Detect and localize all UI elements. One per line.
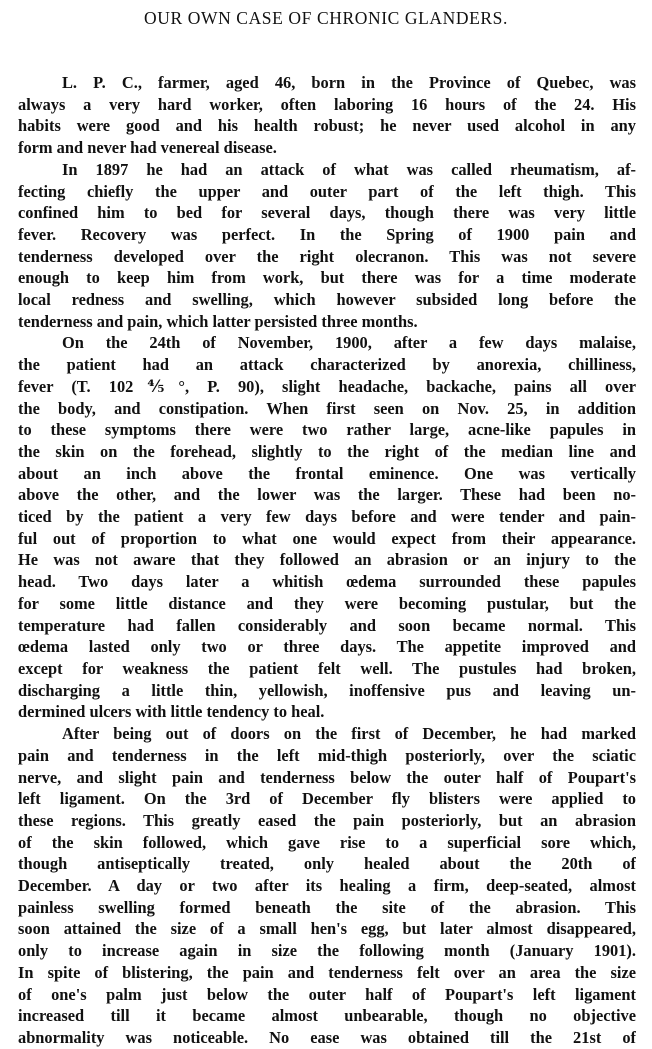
article-body	[18, 72, 636, 1049]
text-line: of one's palm just below the outer half of Poupart's left ligament	[18, 984, 636, 1004]
text-line: ful out of proportion to what one would expect from their appearance.	[18, 528, 636, 548]
text-line: In 1897 he had an attack of what was called rheumatism, af-	[62, 159, 636, 179]
text-line: soon attained the size of a small hen's egg, but later almost disappeared,	[18, 919, 636, 939]
text-line: enough to keep him from work, but there was for a time moderate	[18, 268, 636, 288]
text-line: of the skin followed, which gave rise to a superficial sore which,	[18, 832, 636, 852]
text-line: temperature had fallen considerably and soon became normal. This	[18, 615, 636, 635]
text-line: head. Two days later a whitish œdema surrounded these papules	[18, 572, 636, 592]
text-line: the skin on the forehead, slightly to the right of the median line and	[18, 441, 636, 461]
text-line: increased till it became almost unbearable, though no objective	[18, 1006, 636, 1026]
text-line: tenderness and pain, which latter persisted three months.	[18, 311, 418, 331]
text-line: fever (T. 102⅘°, P. 90), slight headache, backache, pains all over	[18, 376, 636, 396]
text-line: dermined ulcers with little tendency to heal.	[18, 702, 325, 722]
paragraph	[18, 159, 636, 333]
text-line: to these symptoms there were two rather large, acne-like papules in	[18, 420, 636, 440]
text-line: pain and tenderness in the left mid-thigh posteriorly, over the sciatic	[18, 745, 636, 765]
text-line: left ligament. On the 3rd of December fly blisters were applied to	[18, 789, 636, 809]
text-line: On the 24th of November, 1900, after a few days malaise,	[62, 333, 636, 353]
text-line: fever. Recovery was perfect. In the Spring of 1900 pain and	[18, 224, 636, 244]
page-title: OUR OWN CASE OF CHRONIC GLANDERS.	[144, 8, 508, 28]
text-line: tenderness developed over the right olecranon. This was not severe	[18, 246, 636, 266]
text-line: only to increase again in size the following month (January 1901).	[18, 941, 636, 961]
text-line: always a very hard worker, often laboring 16 hours of the 24. His	[18, 94, 636, 114]
text-line: though antiseptically treated, only healed about the 20th of	[18, 854, 636, 874]
text-line: the body, and constipation. When first seen on Nov. 25, in addition	[18, 398, 636, 418]
text-line: confined him to bed for several days, though there was very little	[18, 203, 636, 223]
text-line: above the other, and the lower was the larger. These had been no-	[18, 485, 636, 505]
text-line: In spite of blistering, the pain and tenderness felt over an area the size	[18, 962, 636, 982]
paragraph	[18, 72, 636, 159]
text-line: these regions. This greatly eased the pain posteriorly, but an abrasion	[18, 810, 636, 830]
text-line: discharging a little thin, yellowish, inoffensive pus and leaving un-	[18, 680, 636, 700]
text-line: fecting chiefly the upper and outer part of the left thigh. This	[18, 181, 636, 201]
text-line: except for weakness the patient felt well. The pustules had broken,	[18, 658, 636, 678]
text-line: He was not aware that they followed an abrasion or an injury to the	[18, 550, 636, 570]
text-line: After being out of doors on the first of December, he had marked	[62, 724, 636, 744]
text-line: abnormality was noticeable. No ease was obtained till the 21st of	[18, 1027, 636, 1047]
text-line: L. P. C., farmer, aged 46, born in the Province of Quebec, was	[62, 73, 636, 92]
text-line: ticed by the patient a very few days before and were tender and pain-	[18, 507, 636, 527]
text-line: habits were good and his health robust; he never used alcohol in any	[18, 116, 636, 136]
text-line: nerve, and slight pain and tenderness below the outer half of Poupart's	[18, 767, 636, 787]
text-line: the patient had an attack characterized by anorexia, chilliness,	[18, 355, 636, 375]
text-line: for some little distance and they were becoming pustular, but the	[18, 593, 636, 613]
paragraph	[18, 332, 636, 723]
text-line: local redness and swelling, which however subsided long before the	[18, 290, 636, 310]
text-line: painless swelling formed beneath the site of the abrasion. This	[18, 897, 636, 917]
paragraph	[18, 723, 636, 1049]
text-line: œdema lasted only two or three days. The appetite improved and	[18, 637, 636, 657]
text-line: about an inch above the frontal eminence. One was vertically	[18, 463, 636, 483]
text-line: form and never had venereal disease.	[18, 138, 277, 158]
text-line: December. A day or two after its healing a firm, deep-seated, almost	[18, 876, 636, 896]
